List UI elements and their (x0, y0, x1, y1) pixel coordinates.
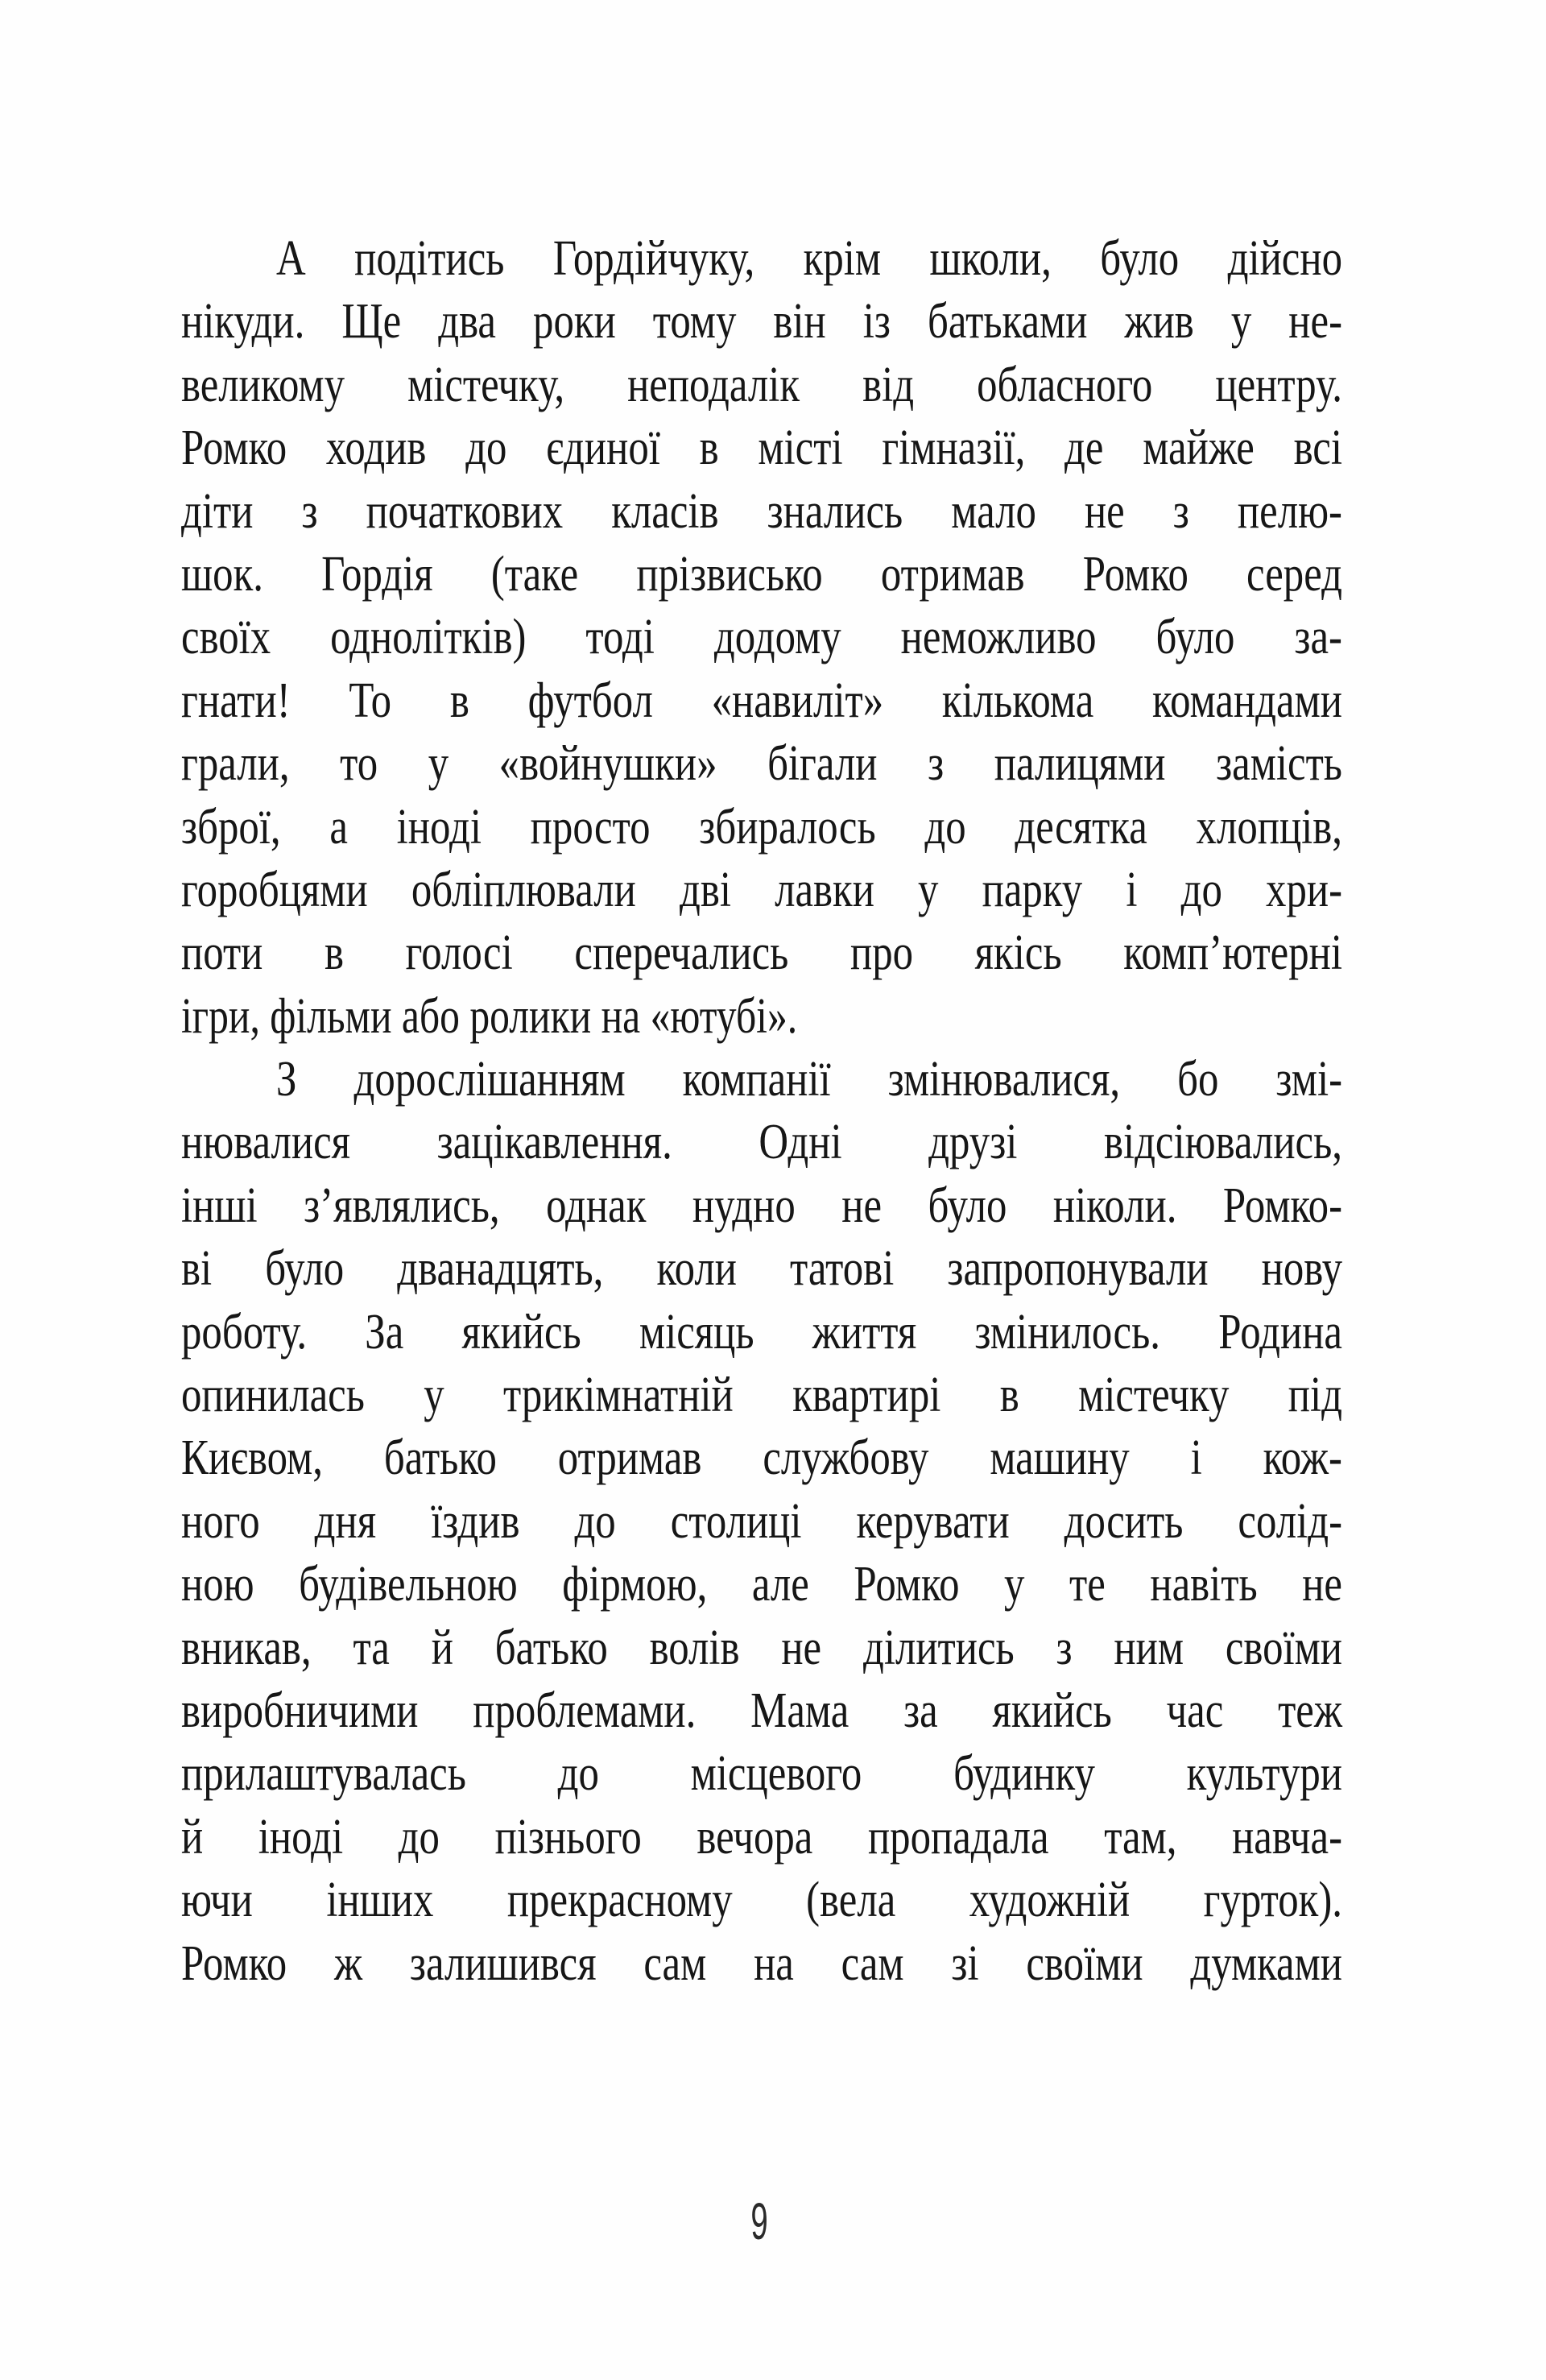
line-text: й іноді до пізнього вечора пропадала там, навча- (181, 1809, 1342, 1865)
text-line (181, 543, 1342, 606)
text-line (181, 732, 1342, 795)
text-line (181, 1932, 1342, 1995)
line-text: вникав, та й батько волів не ділитись з ним своїми (181, 1620, 1343, 1675)
line-text: великому містечку, неподалік від обласного центру. (181, 357, 1343, 412)
line-text: ігри, фільми або ролики на «ютубі». (181, 988, 798, 1044)
text-line (181, 1426, 1342, 1489)
page-number: 9 (750, 2192, 768, 2250)
line-text: грали, то у «войнушки» бігали з палицями замість (181, 736, 1342, 792)
line-text: поти в голосі сперечались про якісь комп’ютерні (181, 925, 1342, 981)
paragraph-2 (181, 1048, 1342, 1995)
text-line (181, 1174, 1342, 1237)
text-line (181, 1490, 1342, 1553)
text-line (181, 1048, 1342, 1111)
line-text: ючи інших прекрасному (вела художній гурток). (181, 1873, 1342, 1928)
text-line (181, 1742, 1342, 1805)
line-text: роботу. За якийсь місяць життя змінилось. Родина (181, 1304, 1343, 1360)
line-text: виробничими проблемами. Мама за якийсь час теж (181, 1683, 1342, 1738)
line-text: шок. Гордія (таке прізвисько отримав Ромко серед (181, 546, 1342, 602)
text-line (181, 1301, 1342, 1364)
text-line (181, 606, 1342, 668)
line-text: Ромко ж залишився сам на сам зі своїми думками (181, 1935, 1343, 1991)
line-text: інші з’являлись, однак нудно не було ніколи. Ромко- (181, 1178, 1342, 1233)
line-text: нікуди. Ще два роки тому він із батьками жив у не- (181, 294, 1342, 350)
text-line (181, 1869, 1342, 1931)
text-line (181, 480, 1342, 543)
line-text: опинилась у трикімнатній квартирі в містечку під (181, 1368, 1342, 1423)
text-line (181, 985, 1342, 1048)
text-line (181, 859, 1342, 921)
text-line (181, 669, 1342, 732)
line-text: Києвом, батько отримав службову машину і кож- (181, 1430, 1342, 1486)
text-line (181, 1111, 1342, 1173)
line-text: прилаштувалась до місцевого будинку культури (181, 1746, 1343, 1802)
line-text: ві було дванадцять, коли татові запропонували нову (181, 1241, 1342, 1297)
text-line (181, 354, 1342, 416)
body-text (181, 227, 1342, 1995)
line-text: нювалися зацікавлення. Одні друзі відсіювались, (181, 1115, 1342, 1170)
paragraph-1 (181, 227, 1342, 1048)
text-line (181, 290, 1342, 353)
text-line (181, 1364, 1342, 1426)
text-line (181, 921, 1342, 984)
line-text: А подітись Гордійчуку, крім школи, було дійсно (276, 231, 1343, 286)
line-text: ного дня їздив до столиці керувати досить солід- (181, 1493, 1343, 1549)
text-line (181, 416, 1342, 479)
line-text: своїх однолітків) тоді додому неможливо було за- (181, 610, 1342, 665)
line-text: горобцями обліплювали дві лавки у парку і до хри- (181, 862, 1343, 917)
text-line (181, 1553, 1342, 1616)
text-line (181, 1237, 1342, 1300)
line-text: гнати! То в футбол «навиліт» кількома командами (181, 673, 1342, 728)
text-line (181, 796, 1342, 859)
text-line (181, 1679, 1342, 1742)
text-line (181, 1806, 1342, 1869)
line-text: зброї, а іноді просто збиралось до десятка хлопців, (181, 799, 1343, 855)
line-text: ною будівельною фірмою, але Ромко у те навіть не (181, 1557, 1342, 1612)
line-text: З дорослішанням компанії змінювалися, бо змі- (276, 1052, 1343, 1107)
text-line (181, 1616, 1342, 1679)
line-text: Ромко ходив до єдиної в місті гімназії, де майже всі (181, 420, 1342, 476)
line-text: діти з початкових класів знались мало не з пелю- (181, 483, 1342, 539)
text-line (181, 227, 1342, 290)
